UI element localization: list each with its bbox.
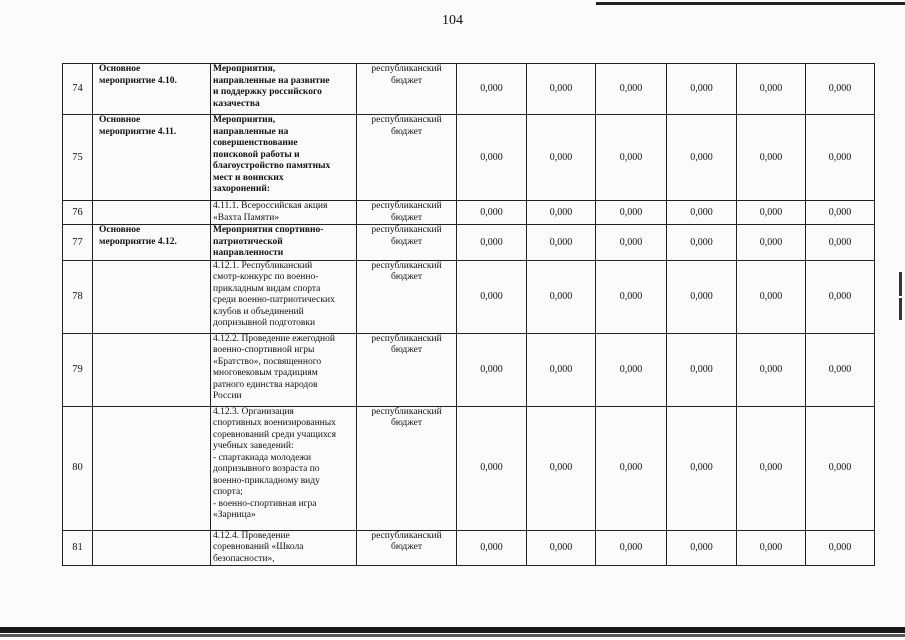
amount-cell: 0,000	[737, 201, 806, 225]
amount-cell: 0,000	[806, 201, 875, 225]
amount-cell: 0,000	[596, 64, 667, 115]
table-body	[63, 64, 875, 566]
amount-cell: 0,000	[806, 530, 875, 566]
row-number-cell: 81	[63, 530, 93, 566]
amount-cell: 0,000	[457, 260, 527, 333]
activity-name-cell: 4.12.2. Проведение ежегодной военно-спортивной игры «Братство», посвященного многовековым традициям ратного единства народов России	[211, 333, 357, 406]
amount-cell: 0,000	[737, 333, 806, 406]
amount-cell: 0,000	[596, 333, 667, 406]
table-row	[63, 225, 875, 261]
top-edge-rule	[596, 2, 905, 5]
activity-name-cell: Мероприятия спортивно- патриотической направленности	[211, 225, 357, 261]
amount-cell: 0,000	[667, 333, 737, 406]
funding-source-cell: республиканский бюджет	[357, 225, 457, 261]
amount-cell: 0,000	[667, 530, 737, 566]
row-number-cell: 74	[63, 64, 93, 115]
amount-cell: 0,000	[737, 530, 806, 566]
funding-source-cell: республиканский бюджет	[357, 64, 457, 115]
amount-cell: 0,000	[457, 333, 527, 406]
amount-cell: 0,000	[527, 406, 596, 530]
funding-source-cell: республиканский бюджет	[357, 115, 457, 201]
row-number-cell: 77	[63, 225, 93, 261]
amount-cell: 0,000	[457, 406, 527, 530]
amount-cell: 0,000	[527, 260, 596, 333]
row-number-cell: 80	[63, 406, 93, 530]
row-number-cell: 79	[63, 333, 93, 406]
amount-cell: 0,000	[596, 530, 667, 566]
funding-source-cell: республиканский бюджет	[357, 530, 457, 566]
amount-cell: 0,000	[457, 225, 527, 261]
activity-level-cell	[93, 406, 211, 530]
amount-cell: 0,000	[737, 225, 806, 261]
amount-cell: 0,000	[667, 406, 737, 530]
amount-cell: 0,000	[806, 64, 875, 115]
amount-cell: 0,000	[667, 64, 737, 115]
amount-cell: 0,000	[527, 115, 596, 201]
edge-scan-mark	[899, 298, 902, 320]
amount-cell: 0,000	[806, 333, 875, 406]
amount-cell: 0,000	[806, 225, 875, 261]
activity-level-cell	[93, 333, 211, 406]
amount-cell: 0,000	[737, 115, 806, 201]
amount-cell: 0,000	[457, 64, 527, 115]
activity-level-cell	[93, 201, 211, 225]
amount-cell: 0,000	[527, 64, 596, 115]
activity-name-cell: 4.12.3. Организация спортивных военизированных соревнований среди учащихся учебных заведений: - спартакиада молодежи допризывного возраста по военно-прикладному виду спорта; - военно-спортивная игра «Зарница»	[211, 406, 357, 530]
table-row	[63, 260, 875, 333]
amount-cell: 0,000	[667, 260, 737, 333]
activity-name-cell: 4.12.4. Проведение соревнований «Школа безопасности»,	[211, 530, 357, 566]
activity-level-cell: Основное мероприятие 4.11.	[93, 115, 211, 201]
activity-level-cell: Основное мероприятие 4.12.	[93, 225, 211, 261]
table-row	[63, 115, 875, 201]
amount-cell: 0,000	[457, 530, 527, 566]
activity-level-cell: Основное мероприятие 4.10.	[93, 64, 211, 115]
amount-cell: 0,000	[527, 530, 596, 566]
edge-scan-mark	[899, 272, 902, 296]
budget-table	[62, 63, 875, 566]
amount-cell: 0,000	[527, 333, 596, 406]
activity-name-cell: 4.11.1. Всероссийская акция «Вахта Памяти»	[211, 201, 357, 225]
table-row	[63, 201, 875, 225]
amount-cell: 0,000	[596, 201, 667, 225]
amount-cell: 0,000	[667, 225, 737, 261]
amount-cell: 0,000	[667, 201, 737, 225]
table-row	[63, 530, 875, 566]
amount-cell: 0,000	[737, 64, 806, 115]
activity-name-cell: Мероприятия, направленные на развитие и поддержку российского казачества	[211, 64, 357, 115]
row-number-cell: 78	[63, 260, 93, 333]
amount-cell: 0,000	[806, 406, 875, 530]
amount-cell: 0,000	[527, 201, 596, 225]
amount-cell: 0,000	[737, 406, 806, 530]
amount-cell: 0,000	[596, 225, 667, 261]
activity-name-cell: Мероприятия, направленные на совершенствование поисковой работы и благоустройство памятных мест и воинских захоронений:	[211, 115, 357, 201]
table-row	[63, 64, 875, 115]
amount-cell: 0,000	[457, 115, 527, 201]
activity-level-cell	[93, 260, 211, 333]
funding-source-cell: республиканский бюджет	[357, 260, 457, 333]
funding-source-cell: республиканский бюджет	[357, 333, 457, 406]
bottom-scan-border-shadow	[0, 634, 905, 637]
activity-name-cell: 4.12.1. Республиканский смотр-конкурс по военно- прикладным видам спорта среди военно-патриотических клубов и объединений допризывной подготовки	[211, 260, 357, 333]
row-number-cell: 76	[63, 201, 93, 225]
amount-cell: 0,000	[737, 260, 806, 333]
amount-cell: 0,000	[806, 260, 875, 333]
row-number-cell: 75	[63, 115, 93, 201]
amount-cell: 0,000	[457, 201, 527, 225]
amount-cell: 0,000	[596, 406, 667, 530]
amount-cell: 0,000	[806, 115, 875, 201]
table-row	[63, 406, 875, 530]
amount-cell: 0,000	[596, 260, 667, 333]
amount-cell: 0,000	[527, 225, 596, 261]
amount-cell: 0,000	[667, 115, 737, 201]
activity-level-cell	[93, 530, 211, 566]
bottom-scan-border	[0, 627, 905, 633]
table-row	[63, 333, 875, 406]
page-number: 104	[442, 13, 463, 28]
funding-source-cell: республиканский бюджет	[357, 201, 457, 225]
amount-cell: 0,000	[596, 115, 667, 201]
funding-source-cell: республиканский бюджет	[357, 406, 457, 530]
